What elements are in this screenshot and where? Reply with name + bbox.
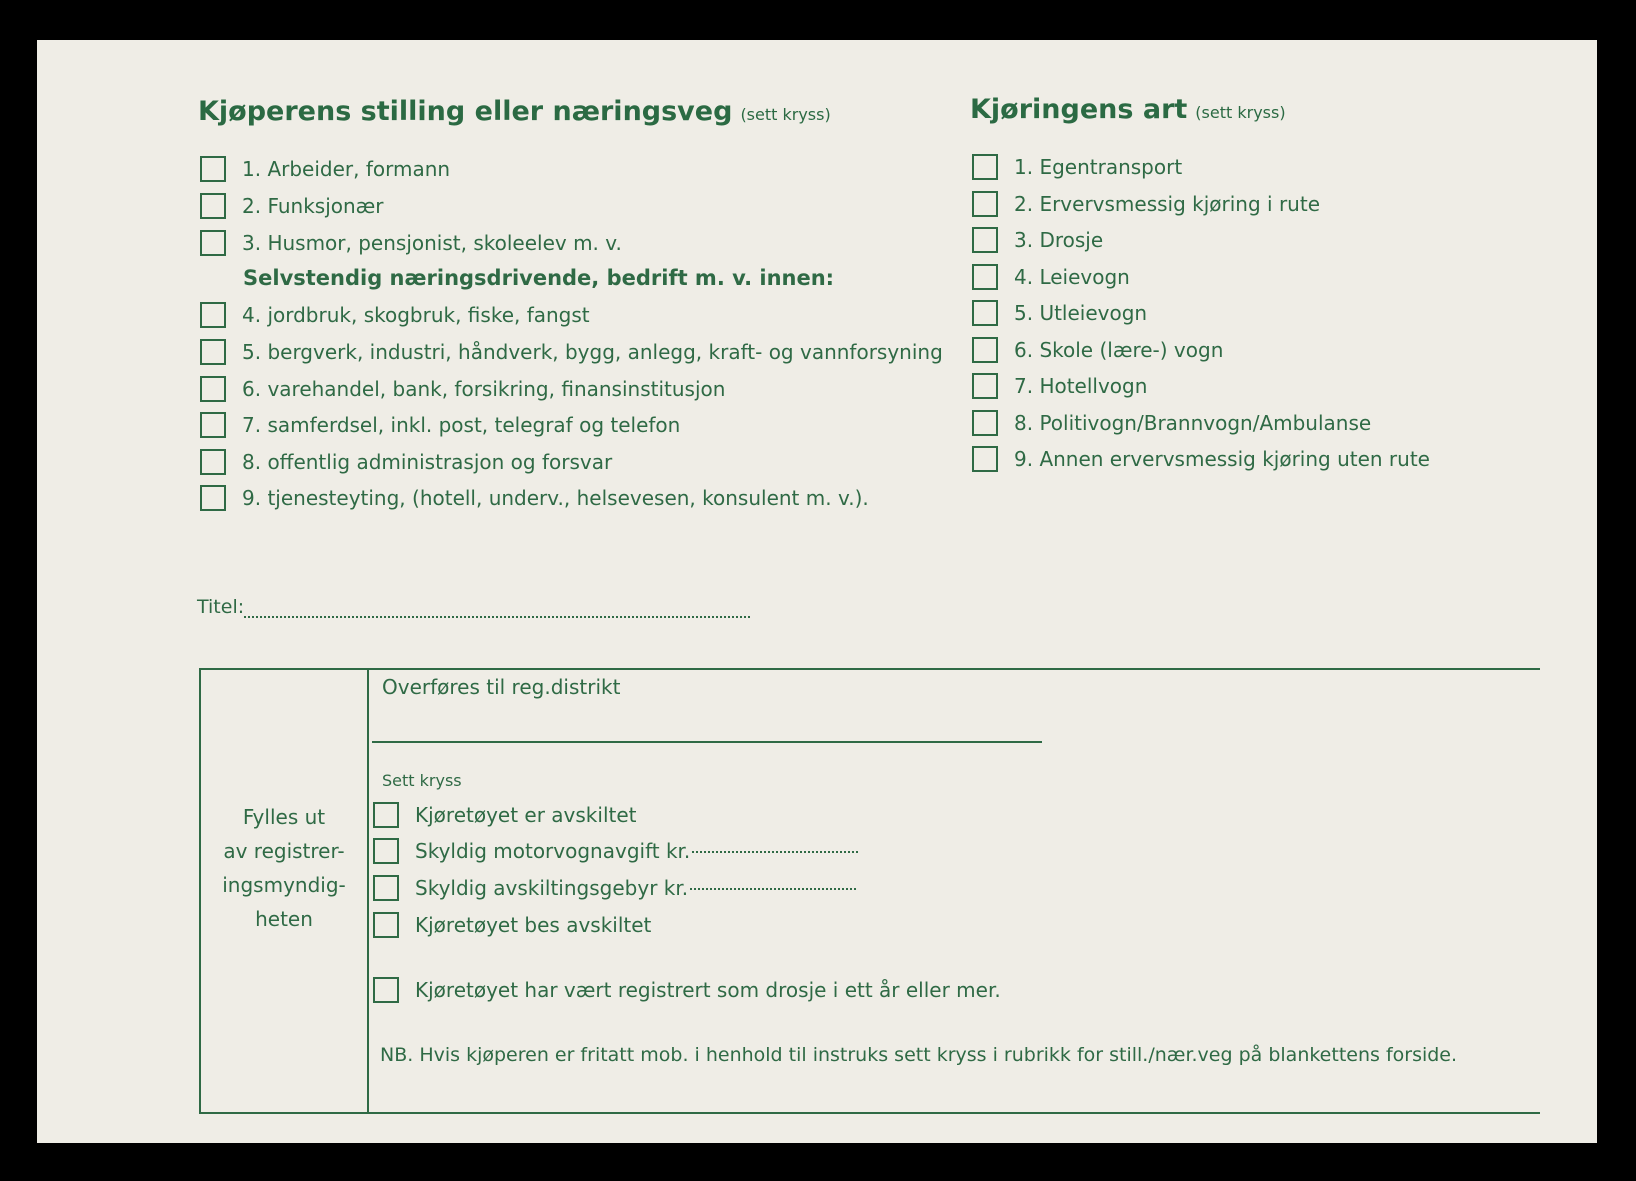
reg-check-label-5: Kjøretøyet har vært registrert som drosje i ett år eller mer. [415,978,1001,1002]
driving-option-2[interactable] [972,191,1320,217]
occupation-checkbox-3[interactable] [200,230,226,256]
occupation-checkbox-9[interactable] [200,485,226,511]
occupation-option-4[interactable] [200,302,590,328]
reg-check-label-1: Kjøretøyet er avskiltet [415,803,637,827]
occupation-checkbox-1[interactable] [200,156,226,182]
driving-option-1[interactable] [972,154,1182,180]
reg-check-deregistered[interactable] [373,802,637,828]
reg-checkbox-4[interactable] [373,912,399,938]
occupation-label-1: 1. Arbeider, formann [242,157,451,181]
driving-checkbox-6[interactable] [972,337,998,363]
occupation-checkbox-8[interactable] [200,449,226,475]
driving-checkbox-5[interactable] [972,300,998,326]
buyer-occupation-heading [198,96,831,127]
driving-option-9[interactable] [972,446,1430,472]
side-label-line-2: av registrer- [223,839,345,863]
driving-label-1: 1. Egentransport [1014,155,1183,179]
driving-checkbox-3[interactable] [972,227,998,253]
self-employed-subheading: Selvstendig næringsdrivende, bedrift m. v. innen: [243,266,835,290]
driving-label-5: 5. Utleievogn [1014,301,1148,325]
driving-checkbox-8[interactable] [972,410,998,436]
buyer-heading-note: (sett kryss) [740,105,831,124]
occupation-checkbox-4[interactable] [200,302,226,328]
driving-checkbox-1[interactable] [972,154,998,180]
reg-check-request-deregister[interactable] [373,912,651,938]
reg-checkbox-5[interactable] [373,977,399,1003]
driving-checkbox-2[interactable] [972,191,998,217]
driving-option-3[interactable] [972,227,1103,253]
driving-heading-note: (sett kryss) [1195,103,1286,122]
reg-checkbox-3[interactable] [373,875,399,901]
reg-check-label-3: Skyldig avskiltingsgebyr kr. [415,876,689,900]
reg-checkbox-2[interactable] [373,838,399,864]
occupation-checkbox-7[interactable] [200,412,226,438]
driving-option-4[interactable] [972,264,1130,290]
side-label-line-1: Fylles ut [242,805,326,829]
driving-checkbox-9[interactable] [972,446,998,472]
reg-check-label-2: Skyldig motorvognavgift kr. [415,839,691,863]
registration-box-divider [367,668,369,1114]
occupation-checkbox-5[interactable] [200,339,226,365]
driving-label-7: 7. Hotellvogn [1014,374,1148,398]
occupation-label-4: 4. jordbruk, skogbruk, fiske, fangst [242,303,590,327]
occupation-label-8: 8. offentlig administrasjon og forsvar [242,450,613,474]
occupation-label-3: 3. Husmor, pensjonist, skoleelev m. v. [242,231,622,255]
driving-label-3: 3. Drosje [1014,228,1104,252]
occupation-checkbox-6[interactable] [200,376,226,402]
driving-label-9: 9. Annen ervervsmessig kjøring uten rute [1014,447,1430,471]
sett-kryss-label: Sett kryss [382,771,462,790]
reg-check-vehicle-tax[interactable] [373,838,858,864]
transfer-district-label: Overføres til reg.distrikt [382,675,621,699]
driving-option-6[interactable] [972,337,1223,363]
occupation-label-5: 5. bergverk, industri, håndverk, bygg, anlegg, kraft- og vannforsyning [242,340,943,364]
occupation-label-9: 9. tjenesteyting, (hotell, underv., helsevesen, konsulent m. v.). [242,486,869,510]
side-label-line-3: ingsmyndig- [222,873,346,897]
reg-check-label-4: Kjøretøyet bes avskiltet [415,913,652,937]
occupation-label-7: 7. samferdsel, inkl. post, telegraf og telefon [242,413,681,437]
occupation-option-1[interactable] [200,156,450,182]
driving-option-8[interactable] [972,410,1371,436]
occupation-option-2[interactable] [200,193,384,219]
reg-check-plate-fee[interactable] [373,875,856,901]
occupation-option-9[interactable] [200,485,869,511]
nb-note: NB. Hvis kjøperen er fritatt mob. i henhold til instruks sett kryss i rubrikk for still./nær.veg på blankettens forside. [380,1044,1458,1066]
transfer-district-line[interactable] [372,741,1042,743]
occupation-label-6: 6. varehandel, bank, forsikring, finansinstitusjon [242,377,726,401]
title-dotted-line [244,615,750,618]
side-label-line-4: heten [255,907,313,931]
driving-label-6: 6. Skole (lære-) vogn [1014,338,1224,362]
buyer-occupation-heading-text: Kjøperens stilling eller næringsveg [198,96,733,127]
title-field[interactable] [197,596,750,618]
driving-label-4: 4. Leievogn [1014,265,1130,289]
driving-option-7[interactable] [972,373,1147,399]
driving-option-5[interactable] [972,300,1147,326]
occupation-option-8[interactable] [200,449,612,475]
driving-label-2: 2. Ervervsmessig kjøring i rute [1014,192,1320,216]
occupation-option-7[interactable] [200,412,680,438]
driving-type-heading [970,94,1286,125]
vehicle-tax-amount-line[interactable] [692,850,858,853]
reg-check-taxi-year[interactable] [373,977,1001,1003]
driving-label-8: 8. Politivogn/Brannvogn/Ambulanse [1014,411,1372,435]
reg-checkbox-1[interactable] [373,802,399,828]
title-label: Titel: [197,596,245,618]
plate-fee-amount-line[interactable] [690,887,856,890]
driving-checkbox-4[interactable] [972,264,998,290]
occupation-option-6[interactable] [200,376,725,402]
driving-checkbox-7[interactable] [972,373,998,399]
occupation-option-5[interactable] [200,339,943,365]
occupation-option-3[interactable] [200,230,622,256]
driving-type-heading-text: Kjøringens art [970,94,1188,125]
occupation-checkbox-2[interactable] [200,193,226,219]
occupation-label-2: 2. Funksjonær [242,194,384,218]
registration-side-label [204,800,364,936]
